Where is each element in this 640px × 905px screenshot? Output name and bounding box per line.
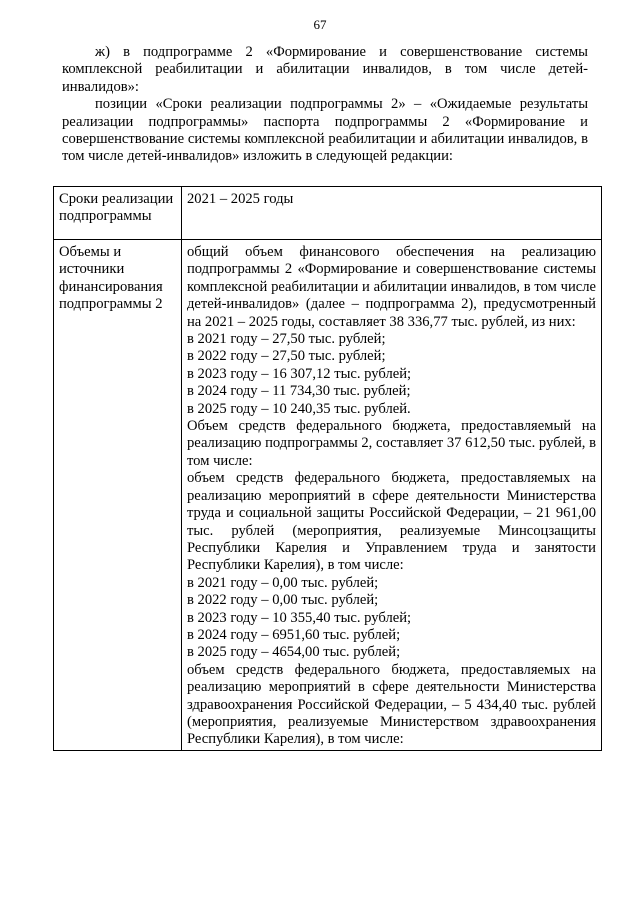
funding-year-2024: в 2024 году – 11 734,30 тыс. рублей; xyxy=(187,383,411,400)
federal-budget-paragraph: Объем средств федерального бюджета, предоставляемый на реализацию подпрограммы 2, составляет 37 612,50 тыс. рублей, в том числе: xyxy=(187,418,596,469)
timeline-value: 2021 – 2025 годы xyxy=(187,191,294,207)
intro-text xyxy=(62,44,588,166)
labor-ministry-year-2021: в 2021 году – 0,00 тыс. рублей; xyxy=(187,574,379,591)
funding-year-2022: в 2022 году – 27,50 тыс. рублей; xyxy=(187,348,386,365)
funding-year-2021: в 2021 году – 27,50 тыс. рублей; xyxy=(187,331,386,348)
timeline-value-cell xyxy=(182,187,602,240)
subprogram-passport-table xyxy=(53,186,602,751)
timeline-label-cell: Сроки реализации подпрограммы xyxy=(54,187,182,240)
health-ministry-paragraph: объем средств федерального бюджета, предоставляемых на реализацию мероприятий в сфере деятельности Министерства здравоохранения Российской Федерации, – 5 434,40 тыс. рублей (мероприятия, реализуемые Министерством здравоохранения Республики Карелия), в том числе: xyxy=(187,661,596,748)
funding-year-2025: в 2025 году – 10 240,35 тыс. рублей. xyxy=(187,400,411,417)
table-row-funding xyxy=(54,240,602,751)
page-number: 67 xyxy=(313,17,327,32)
labor-ministry-paragraph: объем средств федерального бюджета, предоставляемых на реализацию мероприятий в сфере деятельности Министерства труда и социальной защиты Российской Федерации, – 21 961,00 тыс. рублей (мероприятия, реализуемые Минсоцзащиты Республики Карелия и Управлением труда и занятости Республики Карелия), в том числе: xyxy=(187,470,596,574)
funding-total-paragraph: общий объем финансового обеспечения на реализацию подпрограммы 2 «Формирование и совершенствование системы комплексной реабилитации и абилитации инвалидов, в том числе детей-инвалидов» (далее – подпрограмма 2), предусмотренный на 2021 – 2025 годы, составляет 38 336,77 тыс. рублей, из них: xyxy=(187,244,596,330)
funding-value-cell xyxy=(182,240,602,751)
labor-ministry-year-2023: в 2023 году – 10 355,40 тыс. рублей; xyxy=(187,609,412,626)
funding-label-cell: Объемы и источники финансирования подпрограммы 2 xyxy=(54,240,182,751)
funding-year-2023: в 2023 году – 16 307,12 тыс. рублей; xyxy=(187,365,412,382)
labor-ministry-year-2022: в 2022 году – 0,00 тыс. рублей; xyxy=(187,592,379,609)
intro-paragraph-subprogram-2: ж) в подпрограмме 2 «Формирование и совершенствование системы комплексной реабилитации и абилитации инвалидов, в том числе детей-инвалидов»: xyxy=(62,44,588,95)
labor-ministry-year-2024: в 2024 году – 6951,60 тыс. рублей; xyxy=(187,626,401,643)
labor-ministry-year-2025: в 2025 году – 4654,00 тыс. рублей; xyxy=(187,644,401,661)
table-row-timeline xyxy=(54,187,602,240)
intro-paragraph-passport-positions: позиции «Сроки реализации подпрограммы 2» – «Ожидаемые результаты реализации подпрограммы» паспорта подпрограммы 2 «Формирование и совершенствование системы комплексной реабилитации и абилитации инвалидов, в том числе детей-инвалидов» изложить в следующей редакции: xyxy=(62,96,588,165)
